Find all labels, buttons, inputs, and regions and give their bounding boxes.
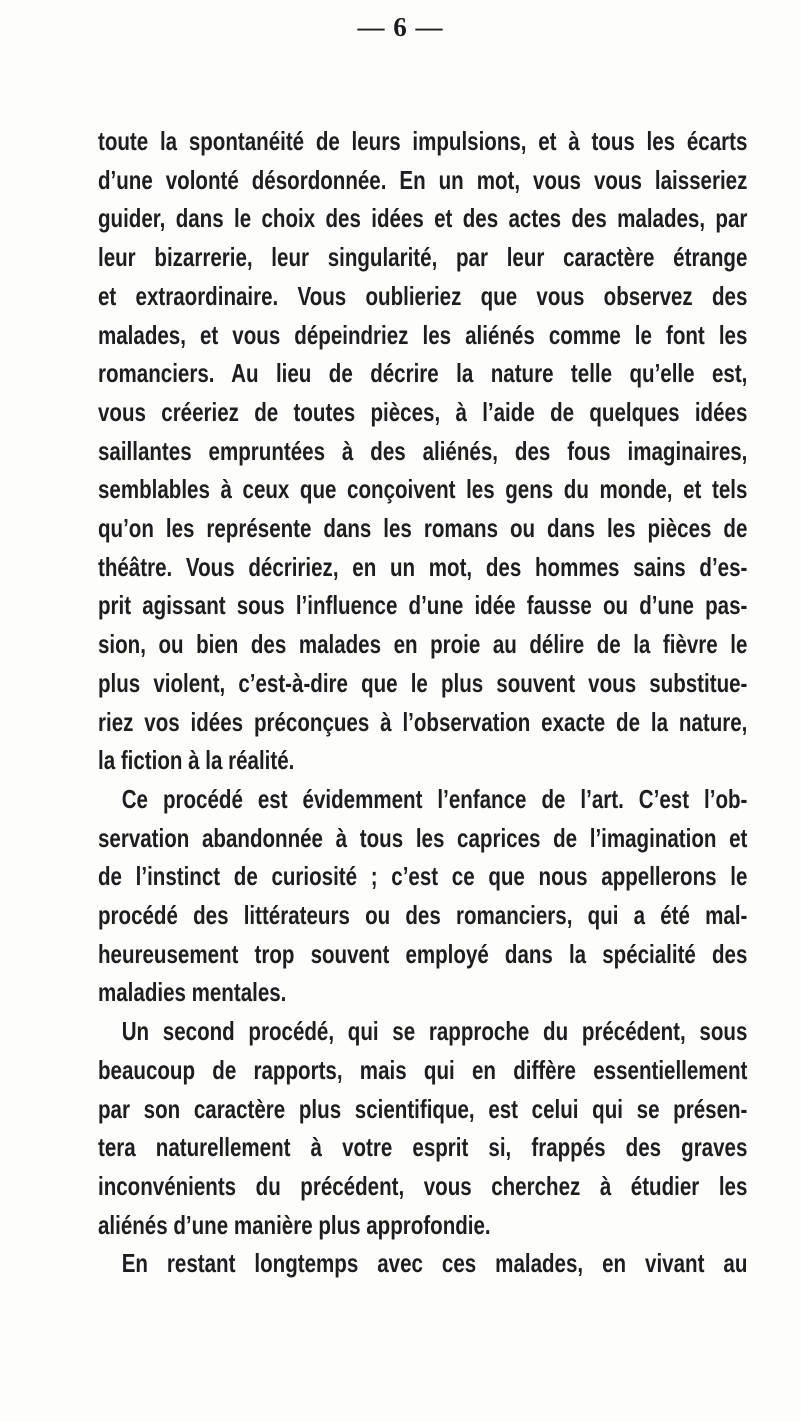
text-line: qu’on les représente dans les romans ou dans les pièces de (98, 513, 748, 544)
text-line: aliénés d’une manière plus approfondie. (98, 1209, 491, 1240)
text-line: par son caractère plus scientifique, est celui qui se présen- (98, 1093, 748, 1124)
text-line: théâtre. Vous décririez, en un mot, des hommes sains d’es- (98, 551, 748, 582)
text-line: maladies mentales. (98, 977, 287, 1008)
text-line: sion, ou bien des malades en proie au délire de la fièvre le (98, 629, 748, 660)
text-line: servation abandonnée à tous les caprices de l’imagination et (98, 822, 748, 853)
text-line: saillantes empruntées à des aliénés, des fous imaginaires, (98, 435, 748, 466)
text-line: Un second procédé, qui se rapproche du précédent, sous (121, 1016, 748, 1047)
text-line: beaucoup de rapports, mais qui en diffère essentiellement (98, 1054, 748, 1085)
text-line: prit agissant sous l’influence d’une idée fausse ou d’une pas- (98, 590, 748, 621)
text-line: romanciers. Au lieu de décrire la nature telle qu’elle est, (98, 358, 748, 389)
text-line: Ce procédé est évidemment l’enfance de l’art. C’est l’ob- (121, 783, 748, 814)
text-line: procédé des littérateurs ou des romanciers, qui a été mal- (98, 900, 748, 931)
text-line: heureusement trop souvent employé dans la spécialité des (98, 938, 748, 969)
body-text (98, 122, 748, 1283)
text-line: et extraordinaire. Vous oublieriez que vous observez des (98, 280, 748, 311)
text-line: plus violent, c’est-à-dire que le plus souvent vous substitue- (98, 667, 748, 698)
text-line: riez vos idées préconçues à l’observation exacte de la nature, (98, 706, 748, 737)
text-line: de l’instinct de curiosité ; c’est ce que nous appellerons le (98, 861, 748, 892)
text-line: semblables à ceux que conçoivent les gens du monde, et tels (98, 474, 748, 505)
text-line: toute la spontanéité de leurs impulsions, et à tous les écarts (98, 126, 748, 156)
text-line: la fiction à la réalité. (98, 745, 295, 776)
text-line: inconvénients du précédent, vous cherchez à étudier les (98, 1170, 748, 1201)
text-line: En restant longtemps avec ces malades, en vivant au (121, 1248, 748, 1279)
text-line: malades, et vous dépeindriez les aliénés comme le font les (98, 319, 748, 350)
text-line: vous créeriez de toutes pièces, à l’aide de quelques idées (98, 396, 748, 427)
text-line: leur bizarrerie, leur singularité, par leur caractère étrange (98, 242, 748, 273)
text-line: d’une volonté désordonnée. En un mot, vous vous laisseriez (98, 164, 748, 195)
page-number: — 6 — (357, 12, 444, 42)
text-line: guider, dans le choix des idées et des actes des malades, par (98, 203, 748, 234)
text-line: tera naturellement à votre esprit si, frappés des graves (98, 1132, 748, 1163)
